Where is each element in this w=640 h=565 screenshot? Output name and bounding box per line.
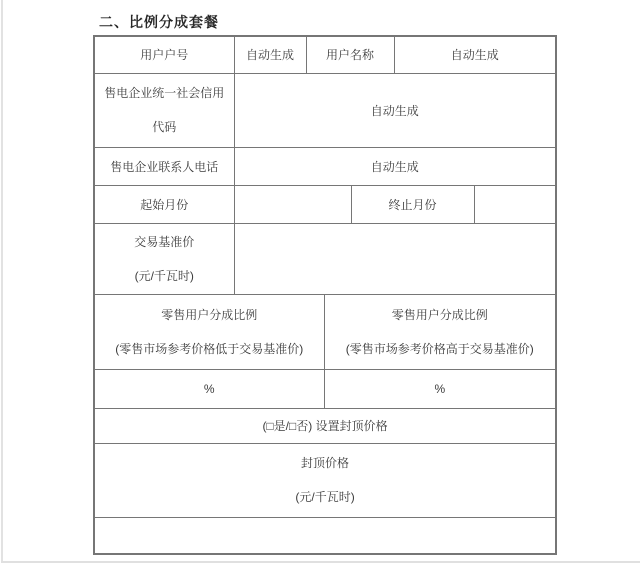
page-edge-bottom — [1, 561, 640, 563]
cell-base-price-label — [94, 223, 234, 294]
cell-start-month-label: 起始月份 — [94, 185, 234, 223]
cell-cap-price-label — [94, 443, 556, 517]
cell-user-name-label: 用户名称 — [306, 36, 394, 73]
cell-share-ratio-low-input[interactable]: % — [94, 369, 324, 408]
cell-credit-code-value: 自动生成 — [234, 73, 556, 147]
package-form-table — [93, 35, 557, 555]
page-edge-left — [1, 0, 3, 562]
cell-share-ratio-low-label — [94, 294, 324, 369]
cell-user-number-value: 自动生成 — [234, 36, 306, 73]
credit-code-label-line2: 代码 — [152, 120, 177, 134]
cell-share-ratio-high-input[interactable]: % — [324, 369, 556, 408]
cell-credit-code-label — [94, 73, 234, 147]
cell-end-month-label: 终止月份 — [351, 185, 474, 223]
section-title: 二、比例分成套餐 — [99, 14, 219, 30]
base-price-label-line1: 交易基准价 — [134, 234, 195, 249]
cell-base-price-input[interactable] — [234, 223, 556, 294]
cap-price-label-line2: (元/千瓦时) — [295, 490, 355, 504]
cell-contact-phone-value: 自动生成 — [234, 147, 556, 185]
share-ratio-low-line1: 零售用户分成比例 — [161, 307, 258, 322]
share-ratio-high-line2: (零售市场参考价格高于交易基准价) — [345, 341, 534, 356]
base-price-label-line2: (元/千瓦时) — [134, 268, 194, 283]
credit-code-label-line1: 售电企业统一社会信用 — [104, 86, 225, 100]
cell-start-month-input[interactable] — [234, 185, 351, 223]
cell-end-month-input[interactable] — [474, 185, 556, 223]
cell-cap-price-toggle[interactable]: (□是/□否) 设置封顶价格 — [94, 408, 556, 443]
cap-price-label-line1: 封顶价格 — [301, 456, 350, 470]
share-ratio-high-line1: 零售用户分成比例 — [391, 307, 488, 322]
cell-cap-price-input[interactable] — [94, 517, 556, 554]
cell-user-number-label: 用户户号 — [94, 36, 234, 73]
share-ratio-low-line2: (零售市场参考价格低于交易基准价) — [115, 341, 304, 356]
cell-user-name-value: 自动生成 — [394, 36, 556, 73]
cell-share-ratio-high-label — [324, 294, 556, 369]
cell-contact-phone-label: 售电企业联系人电话 — [94, 147, 234, 185]
